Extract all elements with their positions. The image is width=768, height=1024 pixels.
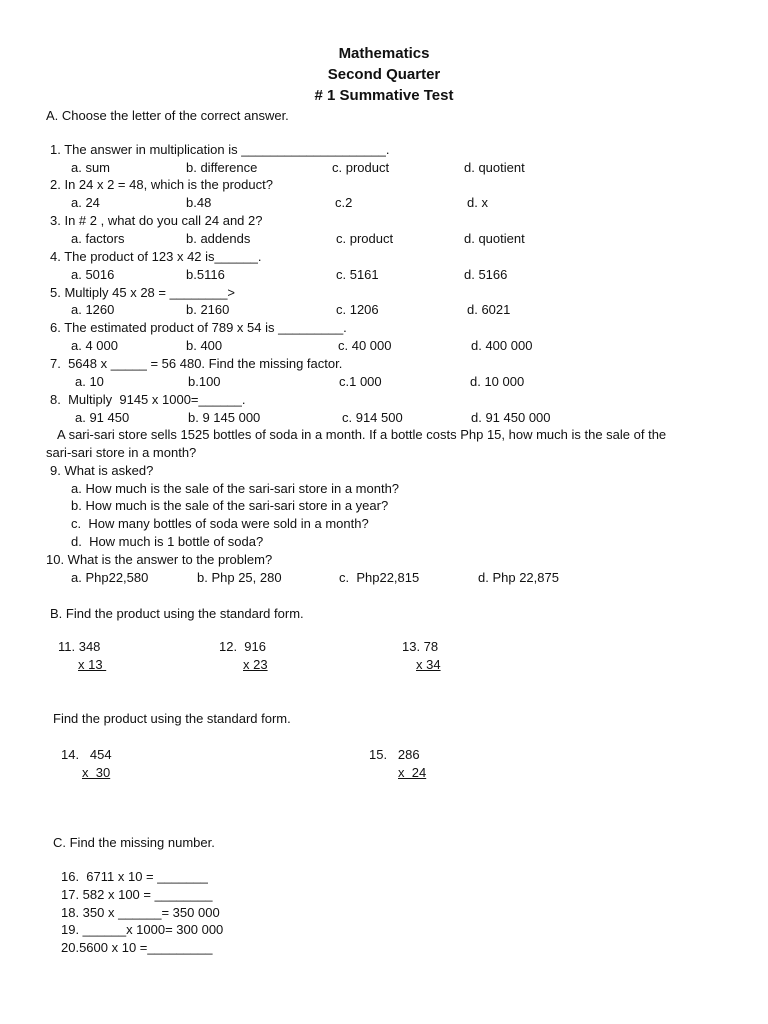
option-2a: a. 24 <box>71 195 100 210</box>
option-10d: d. Php 22,875 <box>478 570 559 585</box>
question-8: 8. Multiply 9145 x 1000=______. <box>50 392 246 407</box>
option-8d: d. 91 450 000 <box>471 410 551 425</box>
question-3: 3. In # 2 , what do you call 24 and 2? <box>50 213 263 228</box>
option-1d: d. quotient <box>464 160 525 175</box>
question-1: 1. The answer in multiplication is ____________________. <box>50 142 390 157</box>
question-9: 9. What is asked? <box>50 463 154 478</box>
option-3c: c. product <box>336 231 394 246</box>
question-2: 2. In 24 x 2 = 48, which is the product? <box>50 177 273 192</box>
option-8c: c. 914 500 <box>342 410 403 425</box>
problem-15-multiplier: x 24 <box>398 765 427 780</box>
option-6b: b. 400 <box>186 338 223 353</box>
problem-13-top: 13. 78 <box>402 639 439 654</box>
problem-16: 16. 6711 x 10 = _______ <box>61 869 208 884</box>
option-5b: b. 2160 <box>186 302 230 317</box>
option-7c: c.1 000 <box>339 374 382 389</box>
problem-17: 17. 582 x 100 = ________ <box>61 887 213 902</box>
option-1a: a. sum <box>71 160 111 175</box>
section-a-heading: A. Choose the letter of the correct answer. <box>46 108 289 123</box>
test-title: # 1 Summative Test <box>314 87 454 104</box>
section-b-heading: B. Find the product using the standard form. <box>50 606 304 621</box>
question-7: 7. 5648 x _____ = 56 480. Find the missing factor. <box>50 356 343 371</box>
option-4c: c. 5161 <box>336 267 379 282</box>
option-3d: d. quotient <box>464 231 525 246</box>
option-2c: c.2 <box>335 195 353 210</box>
passage-line-2: sari-sari store in a month? <box>46 445 197 460</box>
option-10a: a. Php22,580 <box>71 570 149 585</box>
option-2d: d. x <box>467 195 488 210</box>
option-1b: b. difference <box>186 160 258 175</box>
problem-11-multiplier: x 13 <box>78 657 107 672</box>
document-title: Mathematics <box>338 45 430 62</box>
problem-15-top: 15. 286 <box>369 747 420 762</box>
problem-14-top: 14. 454 <box>61 747 112 762</box>
question-10: 10. What is the answer to the problem? <box>46 552 273 567</box>
option-9a: a. How much is the sale of the sari-sari store in a month? <box>71 481 400 496</box>
section-b-heading-2: Find the product using the standard form. <box>53 711 291 726</box>
option-4a: a. 5016 <box>71 267 115 282</box>
option-3a: a. factors <box>71 231 125 246</box>
option-4b: b.5116 <box>186 267 225 282</box>
passage-line-1: A sari-sari store sells 1525 bottles of soda in a month. If a bottle costs Php 15, how much is the sale of the <box>57 427 667 442</box>
problem-20: 20.5600 x 10 =_________ <box>61 940 213 955</box>
problem-18: 18. 350 x ______= 350 000 <box>61 905 220 920</box>
option-1c: c. product <box>332 160 390 175</box>
document-subtitle: Second Quarter <box>327 66 441 83</box>
option-5c: c. 1206 <box>336 302 379 317</box>
option-7b: b.100 <box>188 374 221 389</box>
question-6: 6. The estimated product of 789 x 54 is _________. <box>50 320 347 335</box>
option-7d: d. 10 000 <box>470 374 525 389</box>
section-c-heading: C. Find the missing number. <box>53 835 215 850</box>
option-9b: b. How much is the sale of the sari-sari store in a year? <box>71 498 389 513</box>
problem-19: 19. ______x 1000= 300 000 <box>61 922 224 937</box>
option-6d: d. 400 000 <box>471 338 533 353</box>
option-7a: a. 10 <box>75 374 104 389</box>
option-6c: c. 40 000 <box>338 338 392 353</box>
option-5d: d. 6021 <box>467 302 511 317</box>
option-9d: d. How much is 1 bottle of soda? <box>71 534 264 549</box>
question-5: 5. Multiply 45 x 28 = ________> <box>50 285 236 300</box>
option-3b: b. addends <box>186 231 251 246</box>
option-8a: a. 91 450 <box>75 410 130 425</box>
option-9c: c. How many bottles of soda were sold in a month? <box>71 516 369 531</box>
question-4: 4. The product of 123 x 42 is______. <box>50 249 262 264</box>
option-10c: c. Php22,815 <box>339 570 420 585</box>
option-10b: b. Php 25, 280 <box>197 570 282 585</box>
option-5a: a. 1260 <box>71 302 115 317</box>
option-4d: d. 5166 <box>464 267 508 282</box>
option-2b: b.48 <box>186 195 212 210</box>
option-6a: a. 4 000 <box>71 338 118 353</box>
problem-13-multiplier: x 34 <box>416 657 441 672</box>
problem-12-top: 12. 916 <box>219 639 266 654</box>
problem-14-multiplier: x 30 <box>82 765 111 780</box>
problem-12-multiplier: x 23 <box>243 657 268 672</box>
problem-11-top: 11. 348 <box>58 639 101 654</box>
option-8b: b. 9 145 000 <box>188 410 261 425</box>
